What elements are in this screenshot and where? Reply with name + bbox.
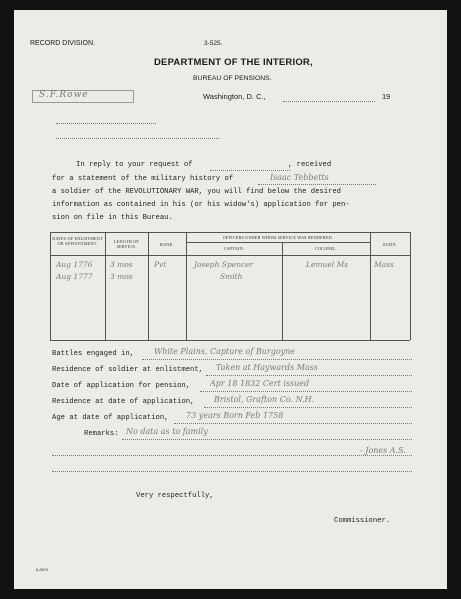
year-label: 19 (382, 92, 391, 101)
field-residence-enlistment-label: Residence of soldier at enlistment, (52, 366, 203, 374)
row1-colonel: Lemuel Ms (306, 260, 349, 269)
stamp-text: S.F.Rowe (39, 90, 89, 100)
remarks-value: No data as to family (126, 427, 208, 436)
letter-line-5: sion on file in this Bureau. (52, 214, 173, 222)
row1-state: Mass (374, 260, 394, 269)
field-residence-enlistment-value: Taken at Haywards Mass (216, 363, 318, 372)
field-battles-label: Battles engaged in, (52, 350, 134, 358)
request-date-line (210, 170, 290, 171)
header-colonel: COLONEL. (314, 246, 338, 251)
row1-date: Aug 1776 (56, 260, 93, 269)
letter-line-2a: for a statement of the military history of (52, 175, 234, 183)
commissioner-signature: Commissioner. (334, 517, 391, 525)
letter-line-3: a soldier of the REVOLUTIONARY WAR, you will find below the desired (52, 188, 341, 196)
field-application-date-label: Date of application for pension, (52, 382, 191, 390)
address-line-2 (56, 138, 219, 139)
header-length: LENGTH OF SERVICE. (114, 239, 139, 249)
soldier-name-line (258, 184, 376, 185)
field-age-label: Age at date of application, (52, 414, 169, 422)
record-division-label: RECORD DIVISION. (30, 40, 95, 47)
field-application-date-value: Apr 18 1832 Cert issued (210, 379, 310, 388)
bureau-title: BUREAU OF PENSIONS. (193, 75, 272, 82)
pension-record-form (14, 10, 447, 589)
letter-line-4: information as contained in his (or his widow's) application for pen- (52, 201, 350, 209)
row2-date: Aug 1777 (56, 272, 93, 281)
remarks-label: Remarks: (84, 430, 119, 438)
field-residence-application-value: Bristol, Grafton Co. N.H. (214, 395, 315, 404)
department-title: DEPARTMENT OF THE INTERIOR, (154, 57, 313, 68)
row2-captain: Smith (220, 272, 243, 281)
address-line-1 (56, 123, 156, 124)
header-state: STATE. (382, 242, 398, 247)
row2-length: 3 mos (110, 272, 133, 281)
remarks-note: - Jones A.S. (360, 446, 406, 455)
field-age-value: 73 years Born Feb 1758 (186, 411, 284, 420)
form-number: 3-525. (204, 40, 223, 47)
header-dates: DATES OF ENLISTMENT OR APPOINTMENT. (52, 236, 103, 246)
header-rank: RANK. (160, 242, 174, 247)
closing-respectfully: Very respectfully, (136, 492, 214, 500)
letter-line-1a: In reply to your request of (76, 161, 193, 169)
date-line (283, 101, 375, 102)
soldier-name: Isaac Tebbetts (270, 173, 329, 182)
field-battles-value: White Plains, Capture of Burgoyne (154, 347, 296, 356)
place-label: Washington, D. C., (203, 92, 266, 101)
header-officers: OFFICERS UNDER WHOM SERVICE WAS RENDERED. (222, 235, 334, 240)
header-captain: CAPTAIN. (223, 246, 245, 251)
letter-line-1b: , received (288, 161, 332, 169)
row1-length: 3 mos (110, 260, 133, 269)
row1-rank: Pvt (154, 260, 167, 269)
rubber-stamp (32, 90, 134, 103)
field-residence-application-label: Residence at date of application, (52, 398, 195, 406)
footer-code: 6-2674 (36, 568, 48, 572)
row1-captain: Joseph Spencer (194, 260, 254, 269)
